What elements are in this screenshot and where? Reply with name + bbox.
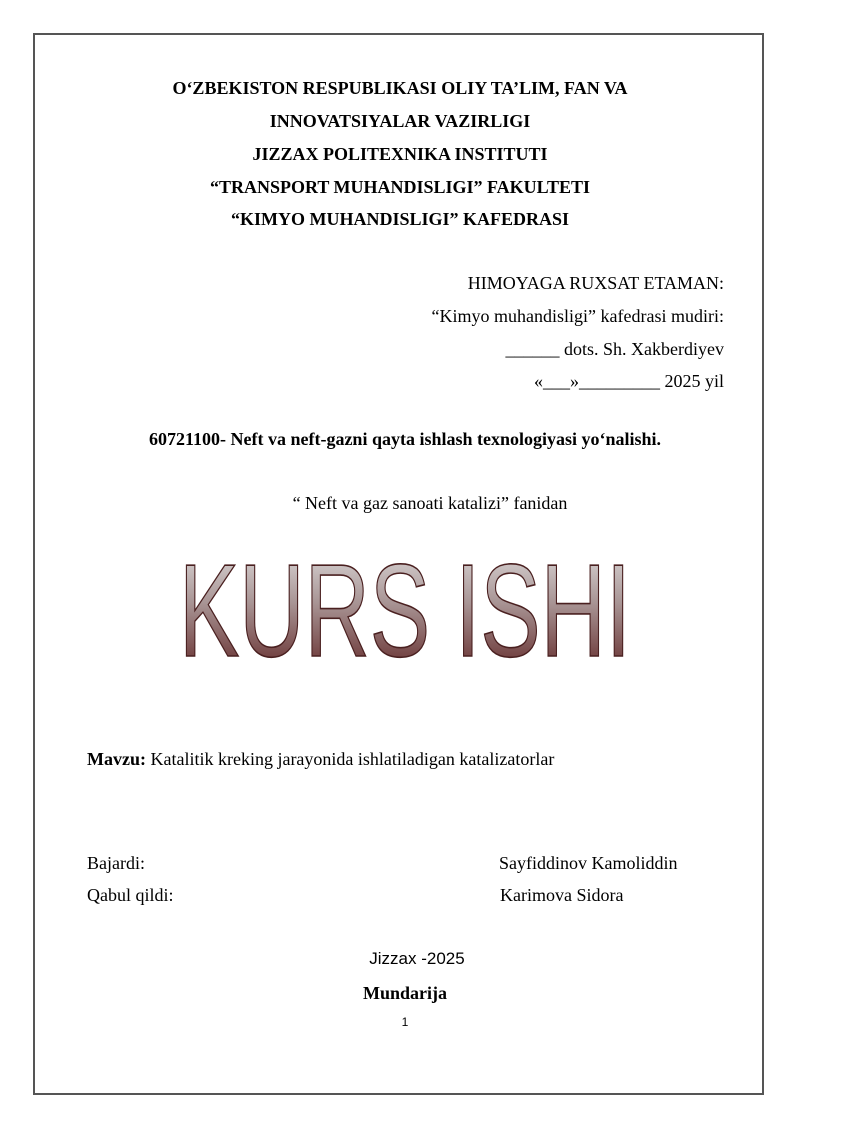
page-number: 1: [401, 1015, 409, 1029]
kurs-ishi-wordart: [170, 537, 640, 684]
approval-position: “Kimyo muhandisligi” kafedrasi mudiri:: [431, 306, 724, 326]
faculty-name: “TRANSPORT MUHANDISLIGI” FAKULTETI: [209, 177, 591, 197]
topic-text: Katalitik kreking jarayonida ishlatiladigan katalizatorlar: [145, 749, 555, 769]
city-year: Jizzax -2025: [369, 949, 465, 968]
approval-title: HIMOYAGA RUXSAT ETAMAN:: [467, 273, 724, 293]
done-by-name: Sayfiddinov Kamoliddin: [499, 853, 678, 873]
specialty: 60721100- Neft va neft-gazni qayta ishlash texnologiyasi yo‘nalishi.: [148, 429, 662, 449]
accepted-by-name: Karimova Sidora: [500, 885, 624, 905]
done-by-label: Bajardi:: [87, 853, 145, 873]
kurs-ishi-title: KURS ISHI: [179, 537, 631, 684]
approval-date: «___»_________ 2025 yil: [533, 371, 724, 391]
department-name: “KIMYO MUHANDISLIGI” KAFEDRASI: [230, 209, 570, 229]
topic-label: Mavzu:: [87, 749, 146, 769]
subject: “ Neft va gaz sanoati katalizi” fanidan: [292, 493, 568, 513]
ministry-line-1: O‘ZBEKISTON RESPUBLIKASI OLIY TA’LIM, FAN VA: [172, 78, 628, 98]
contents-title: Mundarija: [362, 983, 447, 1003]
ministry-line-2: INNOVATSIYALAR VAZIRLIGI: [269, 111, 531, 131]
institute-name: JIZZAX POLITEXNIKA INSTITUTI: [252, 144, 548, 164]
approval-signature: ______ dots. Sh. Xakberdiyev: [505, 339, 724, 359]
accepted-by-label: Qabul qildi:: [87, 885, 174, 905]
topic: [87, 748, 554, 770]
